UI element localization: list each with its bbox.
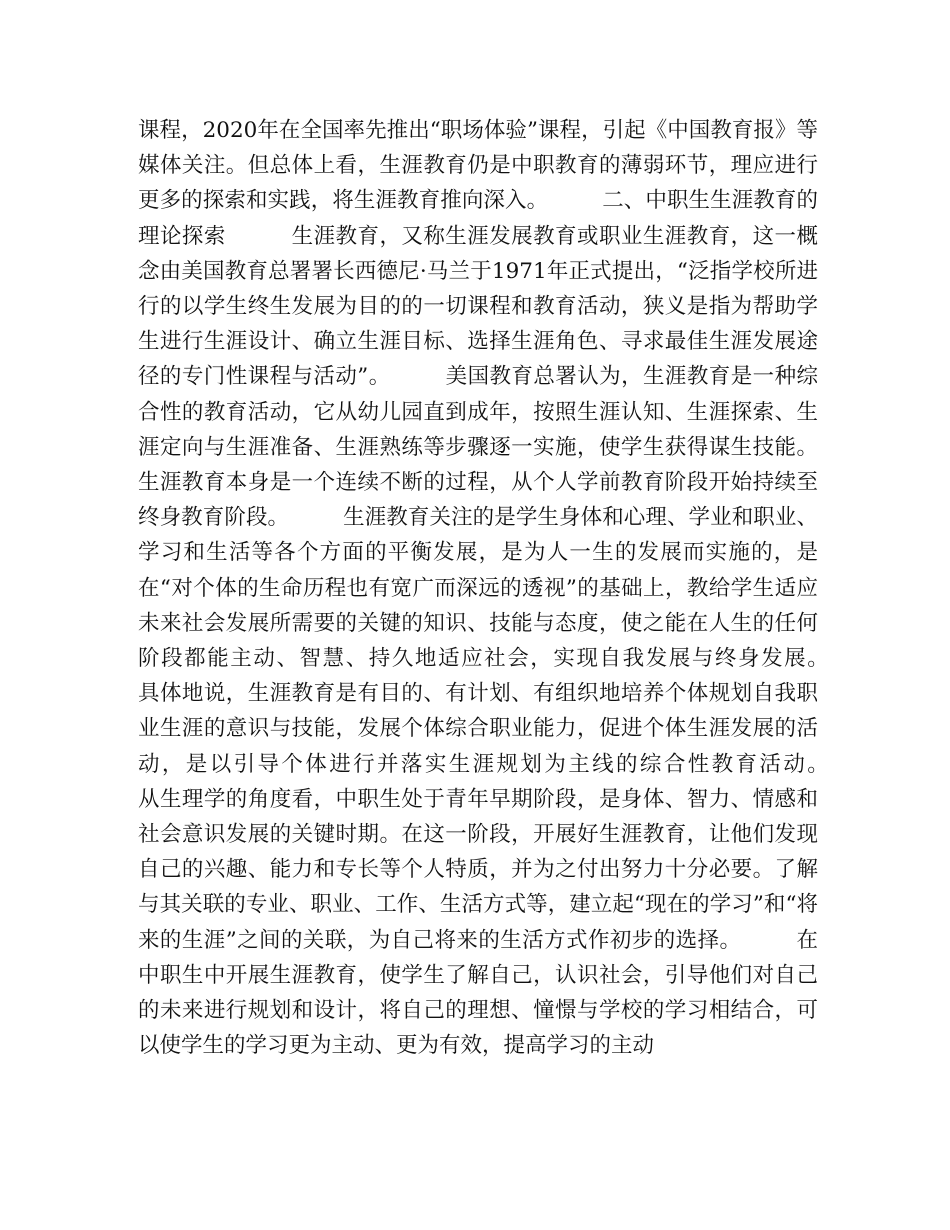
document-body-text: 课程，2020年在全国率先推出“职场体验”课程，引起《中国教育报》等媒体关注。但总体上看，生涯教育仍是中职教育的薄弱环节，理应进行更多的探索和实践，将生涯教育推向深入。 二、中职生生涯教育的理论探索 生涯教育，又称生涯发展教育或职业生涯教育，这一概念由美国教育总署署长西德尼·马兰于1971年正式提出，“泛指学校所进行的以学生终生发展为目的的一切课程和教育活动，狭义是指为帮助学生进行生涯设计、确立生涯目标、选择生涯角色、寻求最佳生涯发展途径的专门性课程与活动”。 美国教育总署认为，生涯教育是一种综合性的教育活动，它从幼儿园直到成年，按照生涯认知、生涯探索、生涯定向与生涯准备、生涯熟练等步骤逐一实施，使学生获得谋生技能。生涯教育本身是一个连续不断的过程，从个人学前教育阶段开始持续至终身教育阶段。 生涯教育关注的是学生身体和心理、学业和职业、学习和生活等各个方面的平衡发展，是为人一生的发展而实施的，是在“对个体的生命历程也有宽广而深远的透视”的基础上，教给学生适应未来社会发展所需要的关键的知识、技能与态度，使之能在人生的任何阶段都能主动、智慧、持久地适应社会，实现自我发展与终身发展。 具体地说，生涯教育是有目的、有计划、有组织地培养个体规划自我职业生涯的意识与技能，发展个体综合职业能力，促进个体生涯发展的活动，是以引导个体进行并落实生涯规划为主线的综合性教育活动。 从生理学的角度看，中职生处于青年早期阶段，是身体、智力、情感和社会意识发展的关键时期。在这一阶段，开展好生涯教育，让他们发现自己的兴趣、能力和专长等个人特质，并为之付出努力十分必要。了解与其关联的专业、职业、工作、生活方式等，建立起“现在的学习”和“将来的生涯”之间的关联，为自己将来的生活方式作初步的选择。 在中职生中开展生涯教育，使学生了解自己，认识社会，引导他们对自己的未来进行规划和设计，将自己的理想、憧憬与学校的学习相结合，可以使学生的学习更为主动、更为有效，提高学习的主动 [138, 118, 883, 1059]
